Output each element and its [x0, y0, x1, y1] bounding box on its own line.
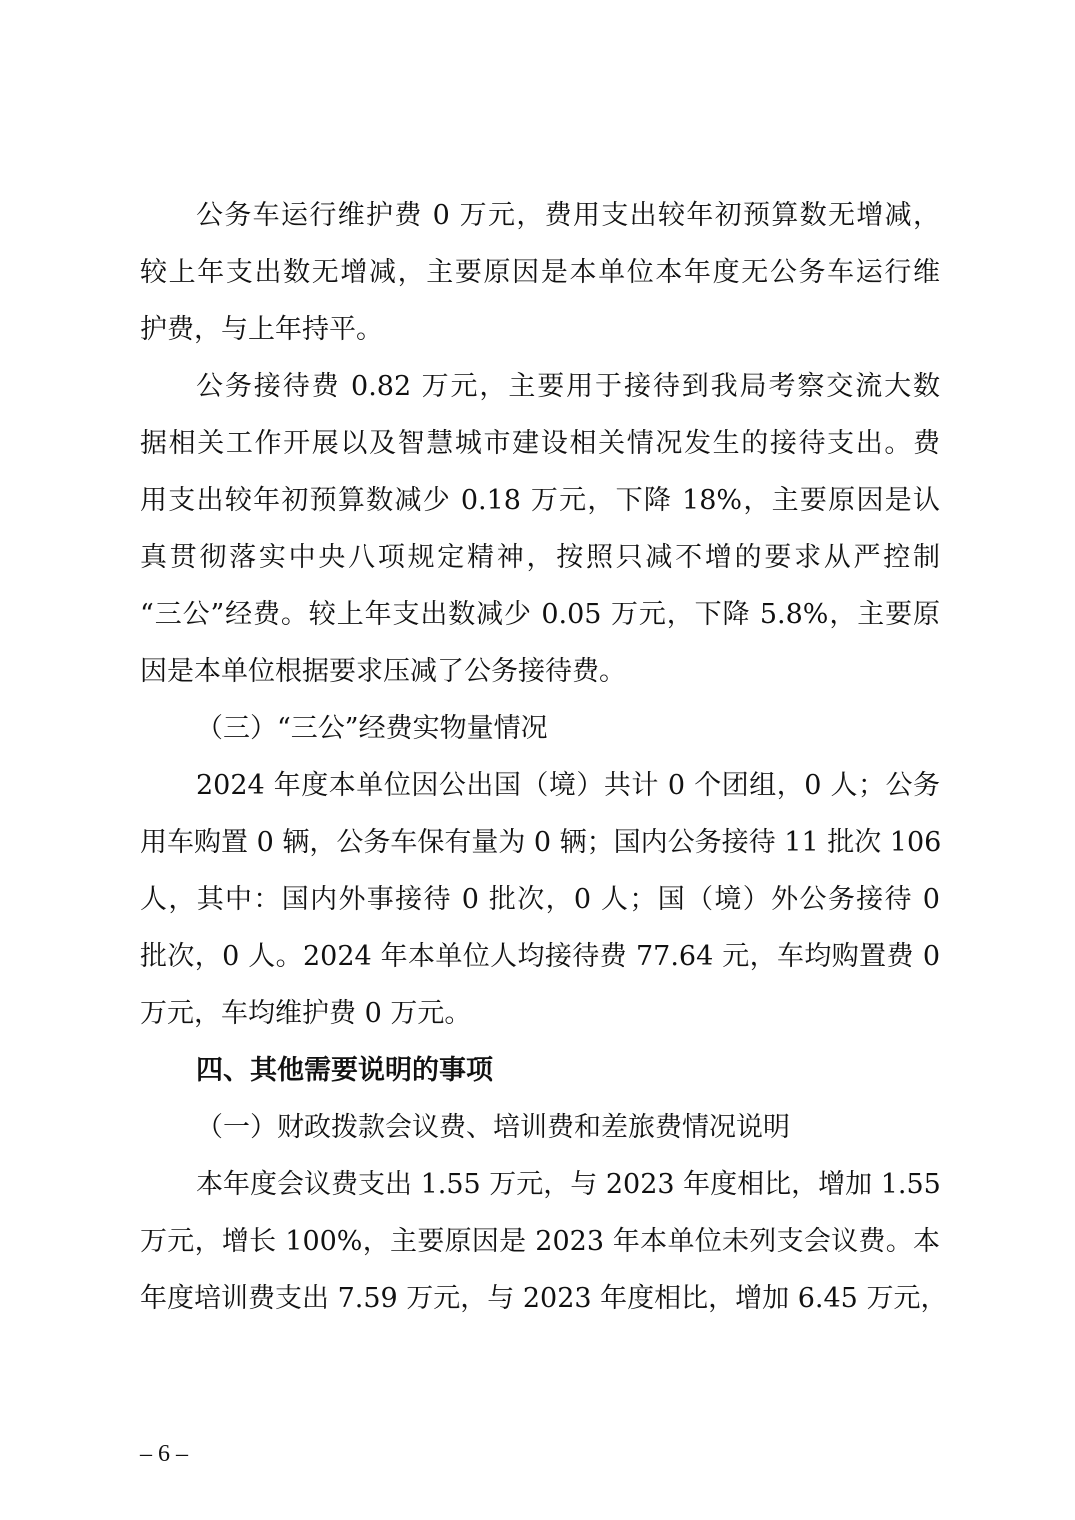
paragraph-line: 2024 年度本单位因公出国（境）共计 0 个团组，0 人；公务 [196, 770, 940, 801]
paragraph-line: 护费，与上年持平。 [140, 314, 383, 345]
paragraph-line: “三公”经费。较上年支出数减少 0.05 万元，下降 5.8%，主要原 [140, 599, 940, 630]
paragraph-line: 人，其中：国内外事接待 0 批次，0 人；国（境）外公务接待 0 [140, 884, 940, 915]
paragraph-line: 用车购置 0 辆，公务车保有量为 0 辆；国内公务接待 11 批次 106 [140, 827, 942, 858]
subsection-heading: （一）财政拨款会议费、培训费和差旅费情况说明 [196, 1112, 790, 1143]
section-heading: 四、其他需要说明的事项 [196, 1055, 493, 1086]
section-heading: （三）“三公”经费实物量情况 [196, 713, 548, 744]
paragraph-line: 公务接待费 0.82 万元，主要用于接待到我局考察交流大数 [196, 371, 940, 402]
paragraph-line: 万元，车均维护费 0 万元。 [140, 998, 472, 1029]
paragraph-line: 万元，增长 100%，主要原因是 2023 年本单位未列支会议费。本 [140, 1226, 940, 1257]
paragraph-line: 用支出较年初预算数减少 0.18 万元，下降 18%，主要原因是认 [140, 485, 940, 516]
paragraph-line: 公务车运行维护费 0 万元，费用支出较年初预算数无增减， [196, 200, 940, 231]
page-number: – 6 – [140, 1441, 188, 1467]
paragraph-line: 批次，0 人。2024 年本单位人均接待费 77.64 元，车均购置费 0 [140, 941, 940, 972]
paragraph-line: 年度培训费支出 7.59 万元，与 2023 年度相比，增加 6.45 万元， [140, 1283, 948, 1314]
paragraph-line: 本年度会议费支出 1.55 万元，与 2023 年度相比，增加 1.55 [196, 1169, 941, 1200]
paragraph-line: 因是本单位根据要求压减了公务接待费。 [140, 656, 626, 687]
paragraph-line: 据相关工作开展以及智慧城市建设相关情况发生的接待支出。费 [140, 428, 940, 459]
paragraph-line: 较上年支出数无增减，主要原因是本单位本年度无公务车运行维 [140, 257, 940, 288]
paragraph-line: 真贯彻落实中央八项规定精神，按照只减不增的要求从严控制 [140, 542, 940, 573]
